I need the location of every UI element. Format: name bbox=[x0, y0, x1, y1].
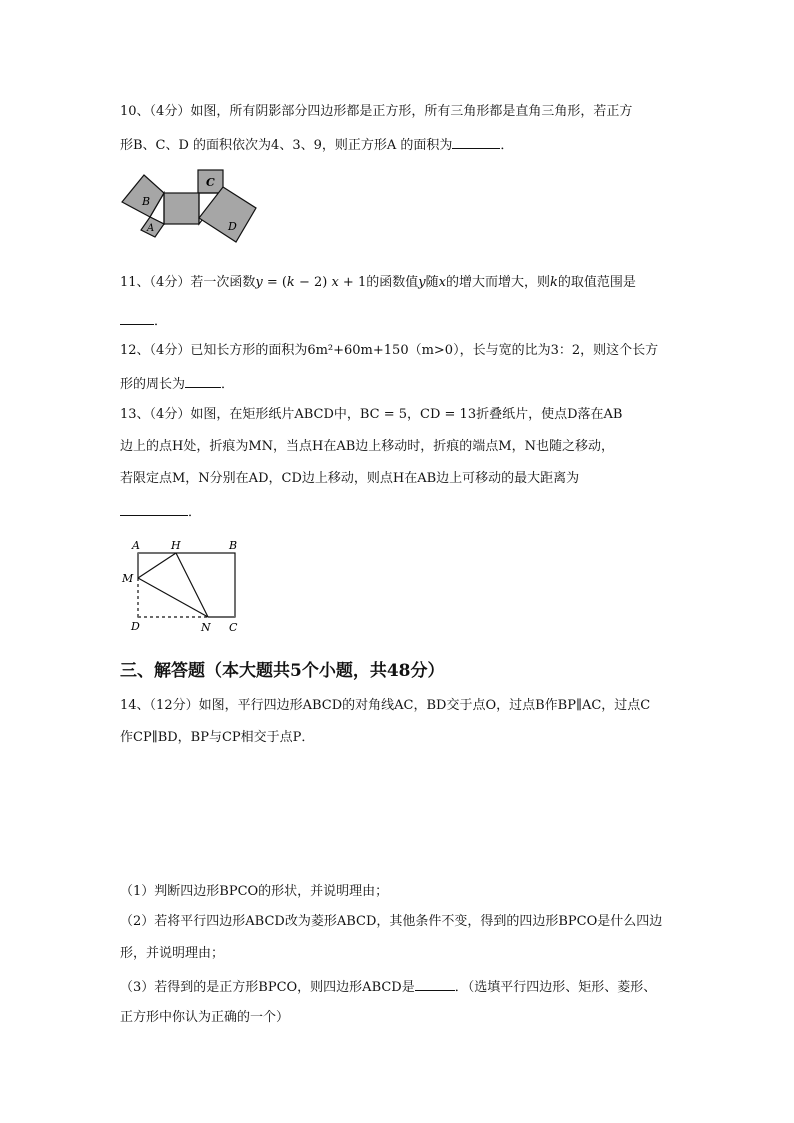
q10-line2-text: 形B、C、D 的面积依次为4、3、9，则正方形A 的面积为 bbox=[120, 138, 453, 153]
q11-func-x: x bbox=[331, 275, 339, 290]
q11-line1-c: 随 bbox=[425, 275, 439, 290]
q11-func-y: y bbox=[255, 275, 263, 290]
q11-answer-blank bbox=[120, 312, 154, 325]
q10-answer-blank bbox=[452, 136, 500, 149]
label-d: D bbox=[131, 620, 140, 633]
q12-line2-text: 形的周长为 bbox=[120, 377, 186, 392]
q13-line2: 边上的点H处，折痕为MN，当点H在AB边上移动时，折痕的端点M，N也随之移动， bbox=[120, 439, 614, 454]
q12-line2-end: ． bbox=[221, 377, 235, 392]
q14-sub1: （1）判断四边形BPCO的形状，并说明理由； bbox=[120, 884, 389, 899]
segment-mh bbox=[138, 553, 176, 578]
q12-line2 bbox=[120, 375, 234, 393]
q14-answer-blank bbox=[415, 978, 455, 991]
label-d: D bbox=[228, 220, 237, 233]
q11-line1 bbox=[120, 275, 636, 291]
q13-line4 bbox=[120, 503, 201, 521]
q11-func-eq: = ( bbox=[262, 275, 287, 290]
section-title: 三、解答题（本大题共5个小题，共48分） bbox=[120, 661, 445, 681]
q13-answer-blank bbox=[120, 503, 188, 516]
q13-line3: 若限定点M，N分别在AD，CD边上移动，则点H在AB边上可移动的最大距离为 bbox=[120, 471, 580, 486]
label-a: A bbox=[132, 539, 140, 552]
q11-func-k: k bbox=[286, 275, 295, 290]
q13-figure bbox=[118, 536, 253, 636]
q13-line1: 13、（4分）如图，在矩形纸片ABCD中，BC = 5，CD = 13折叠纸片，使点D落在AB bbox=[120, 407, 623, 422]
q11-line1-b: 的函数值 bbox=[366, 275, 419, 290]
square-d bbox=[199, 187, 256, 242]
q10-figure bbox=[120, 166, 280, 246]
label-m: M bbox=[122, 572, 134, 585]
q11-func-tail: + 1 bbox=[338, 275, 367, 290]
q11-line1-a: 11、（4分）若一次函数 bbox=[120, 275, 256, 290]
q14-sub3-line2: 正方形中你认为正确的一个） bbox=[120, 1010, 290, 1025]
q12-answer-blank bbox=[185, 375, 221, 388]
q11-line1-e: 的取值范围是 bbox=[557, 275, 636, 290]
q14-sub3-line1 bbox=[120, 978, 656, 996]
q11-var-k: k bbox=[549, 275, 558, 290]
q11-func-mid: − 2) bbox=[294, 275, 332, 290]
label-a: A bbox=[147, 223, 155, 234]
square-center bbox=[164, 193, 199, 224]
q11-line1-d: 的增大而增大，则 bbox=[445, 275, 550, 290]
q11-line2 bbox=[120, 312, 167, 330]
q11-line2-end: ． bbox=[154, 314, 168, 329]
label-b: B bbox=[229, 539, 238, 552]
label-b: B bbox=[142, 195, 151, 208]
q13-line4-end: ． bbox=[188, 505, 202, 520]
q14-sub3-a: （3）若得到的是正方形BPCO，则四边形ABCD是 bbox=[120, 980, 415, 995]
label-c: C bbox=[206, 176, 215, 189]
q14-sub2-line1: （2）若将平行四边形ABCD改为菱形ABCD，其他条件不变，得到的四边形BPCO是什么四边 bbox=[120, 914, 663, 929]
label-c: C bbox=[229, 621, 238, 634]
q12-line1: 12、（4分）已知长方形的面积为6m²+60m+150（m>0），长与宽的比为3：2，则这个长方 bbox=[120, 343, 659, 358]
q14-line1: 14、（12分）如图，平行四边形ABCD的对角线AC，BD交于点O，过点B作BP∥AC，过点C bbox=[120, 698, 651, 713]
q10-line2 bbox=[120, 136, 513, 154]
rect-abcd bbox=[138, 553, 235, 617]
q10-line1: 10、（4分）如图，所有阴影部分四边形都是正方形，所有三角形都是直角三角形，若正方 bbox=[120, 104, 633, 119]
label-n: N bbox=[201, 621, 211, 634]
q11-var-x: x bbox=[438, 275, 446, 290]
fold-mn bbox=[138, 578, 208, 617]
q11-var-y: y bbox=[418, 275, 426, 290]
q14-line2: 作CP∥BD，BP与CP相交于点P． bbox=[120, 730, 315, 745]
label-h: H bbox=[171, 539, 181, 552]
q10-line2-end: ． bbox=[500, 138, 514, 153]
q14-sub2-line2: 形，并说明理由； bbox=[120, 946, 225, 961]
q14-sub3-b: ．（选填平行四边形、矩形、菱形、 bbox=[454, 980, 657, 995]
